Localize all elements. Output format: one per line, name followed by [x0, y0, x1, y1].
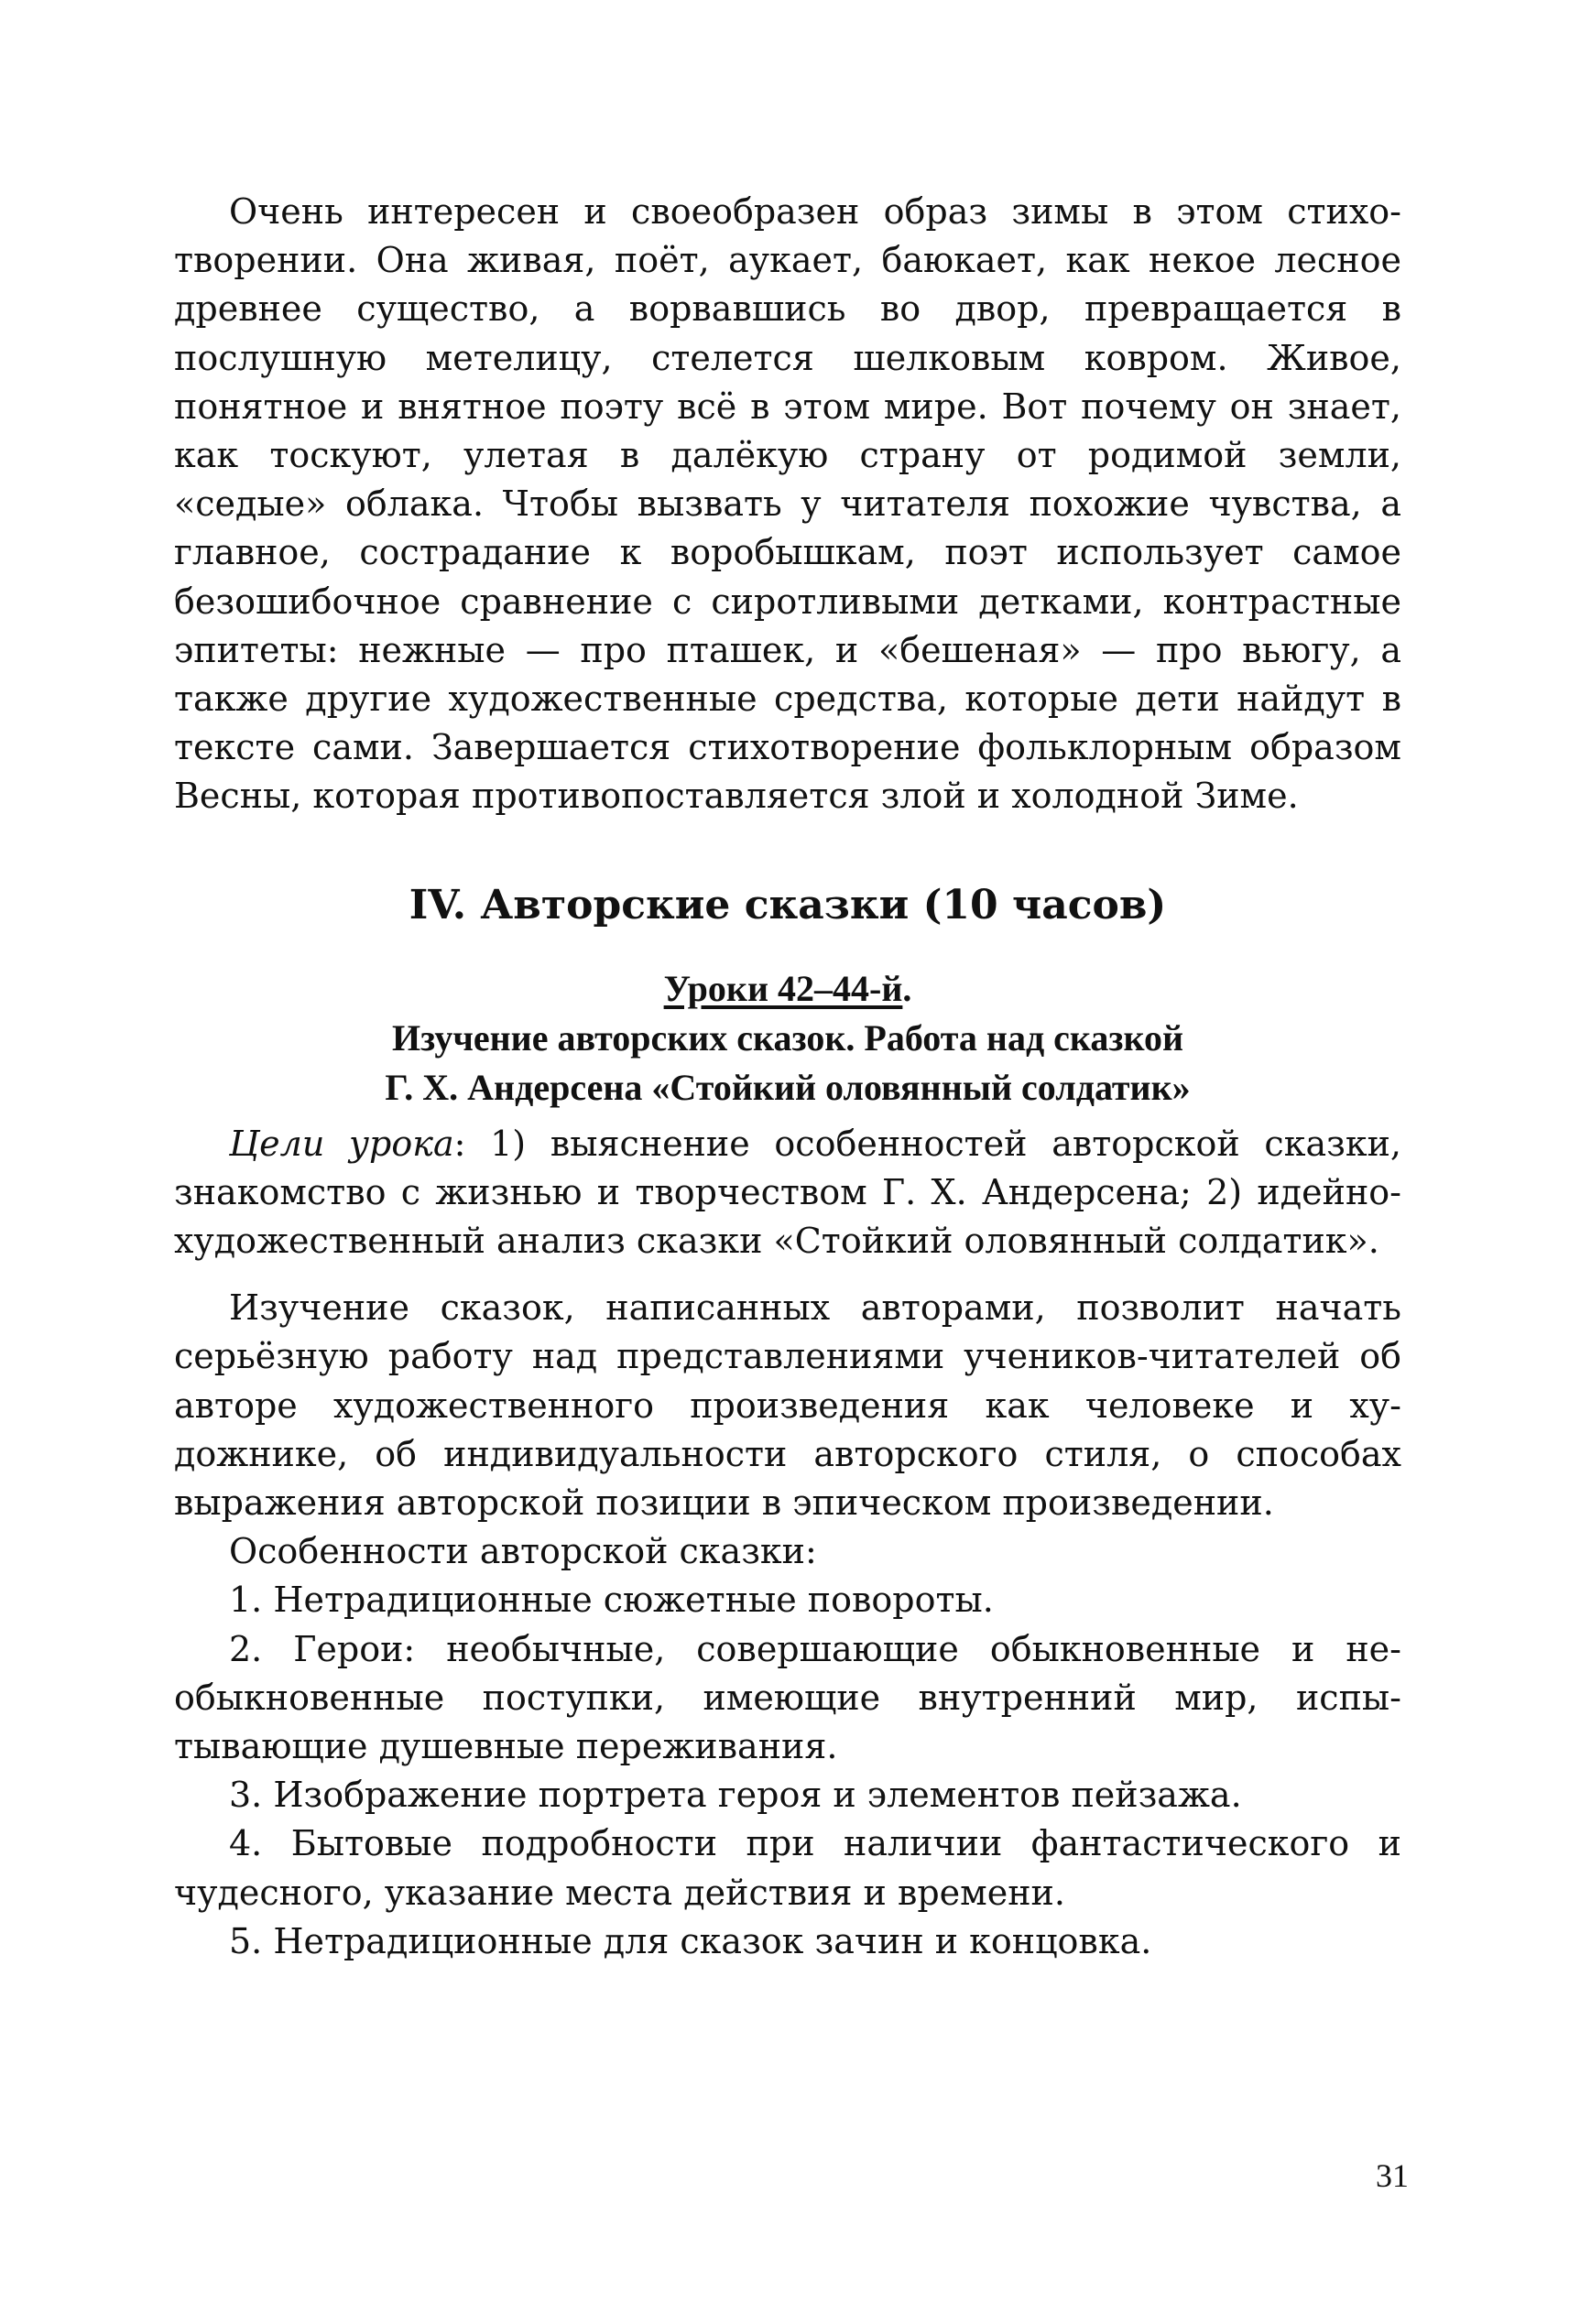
- section-title: IV. Авторские сказки (10 часов): [409, 881, 1167, 929]
- list-item: 1. Нетрадиционные сюжетные повороты.: [229, 1580, 994, 1621]
- list-item: 5. Нетрадиционные для сказок зачин и концовка.: [229, 1920, 1152, 1961]
- page-content: [174, 188, 1401, 1966]
- page-number: 31: [1376, 2157, 1409, 2194]
- features-heading: Особенности авторской сказки:: [229, 1531, 817, 1572]
- lesson-title-line1: Изучение авторских сказок. Работа над сказкой: [391, 1016, 1184, 1059]
- body-paragraph: Изучение сказок, написанных авторами, позволит начать серьёзную работу над представлениями учеников-читателей об авторе художественного произведения как человеке и художнике, об индивидуальности авторского стиля, о способах выражения авторской позиции в эпическом произведении.: [174, 1287, 1401, 1524]
- lesson-label-line: [174, 964, 1401, 1014]
- lesson-label-suffix: .: [902, 967, 912, 1009]
- lesson-goals: [174, 1120, 1401, 1266]
- list-item: 3. Изображение портрета героя и элементов пейзажа.: [229, 1775, 1242, 1816]
- goals-text: : 1) выяснение особенностей авторской сказки, знакомство с жизнью и творчеством Г. Х. Андерсена; 2) идейно-художественный анализ сказки «Стойкий оловянный солдатик».: [174, 1123, 1401, 1262]
- lesson-header: [174, 964, 1401, 1113]
- features-list: [174, 1576, 1401, 1966]
- lesson-title-line2: Г. Х. Андерсена «Стойкий оловянный солдатик»: [385, 1066, 1191, 1108]
- list-item: 4. Бытовые подробности при наличии фантастического и чудесного, указание места действия и времени.: [174, 1823, 1401, 1913]
- list-item: 2. Герои: необычные, совершающие обыкновенные и необыкновенные поступки, имеющие внутренний мир, испытывающие душевные переживания.: [174, 1628, 1401, 1767]
- lesson-label: Уроки 42–44-й: [663, 967, 903, 1009]
- goals-label: Цели урока: [229, 1123, 454, 1164]
- intro-paragraph: Очень интересен и своеобразен образ зимы в этом стихотворении. Она живая, поёт, аукает, баюкает, как некое лесное древнее существо, а ворвавшись во двор, превращается в послушную метелицу, стелется шелковым ковром. Живое, понятное и внятное поэту всё в этом мире. Вот почему он знает, как тоскуют, улетая в далёкую страну от родимой земли, «седые» облака. Чтобы вызвать у читателя похожие чувства, а главное, сострадание к воробышкам, поэт использует самое безошибочное сравнение с сиротливыми детками, контрастные эпитеты: нежные — про пташек, и «бешеная» — про вьюгу, а также другие художественные средства, которые дети найдут в тексте сами. Завершается стихотворение фольклорным образом Весны, которая противопоставляется злой и холодной Зиме.: [174, 191, 1401, 817]
